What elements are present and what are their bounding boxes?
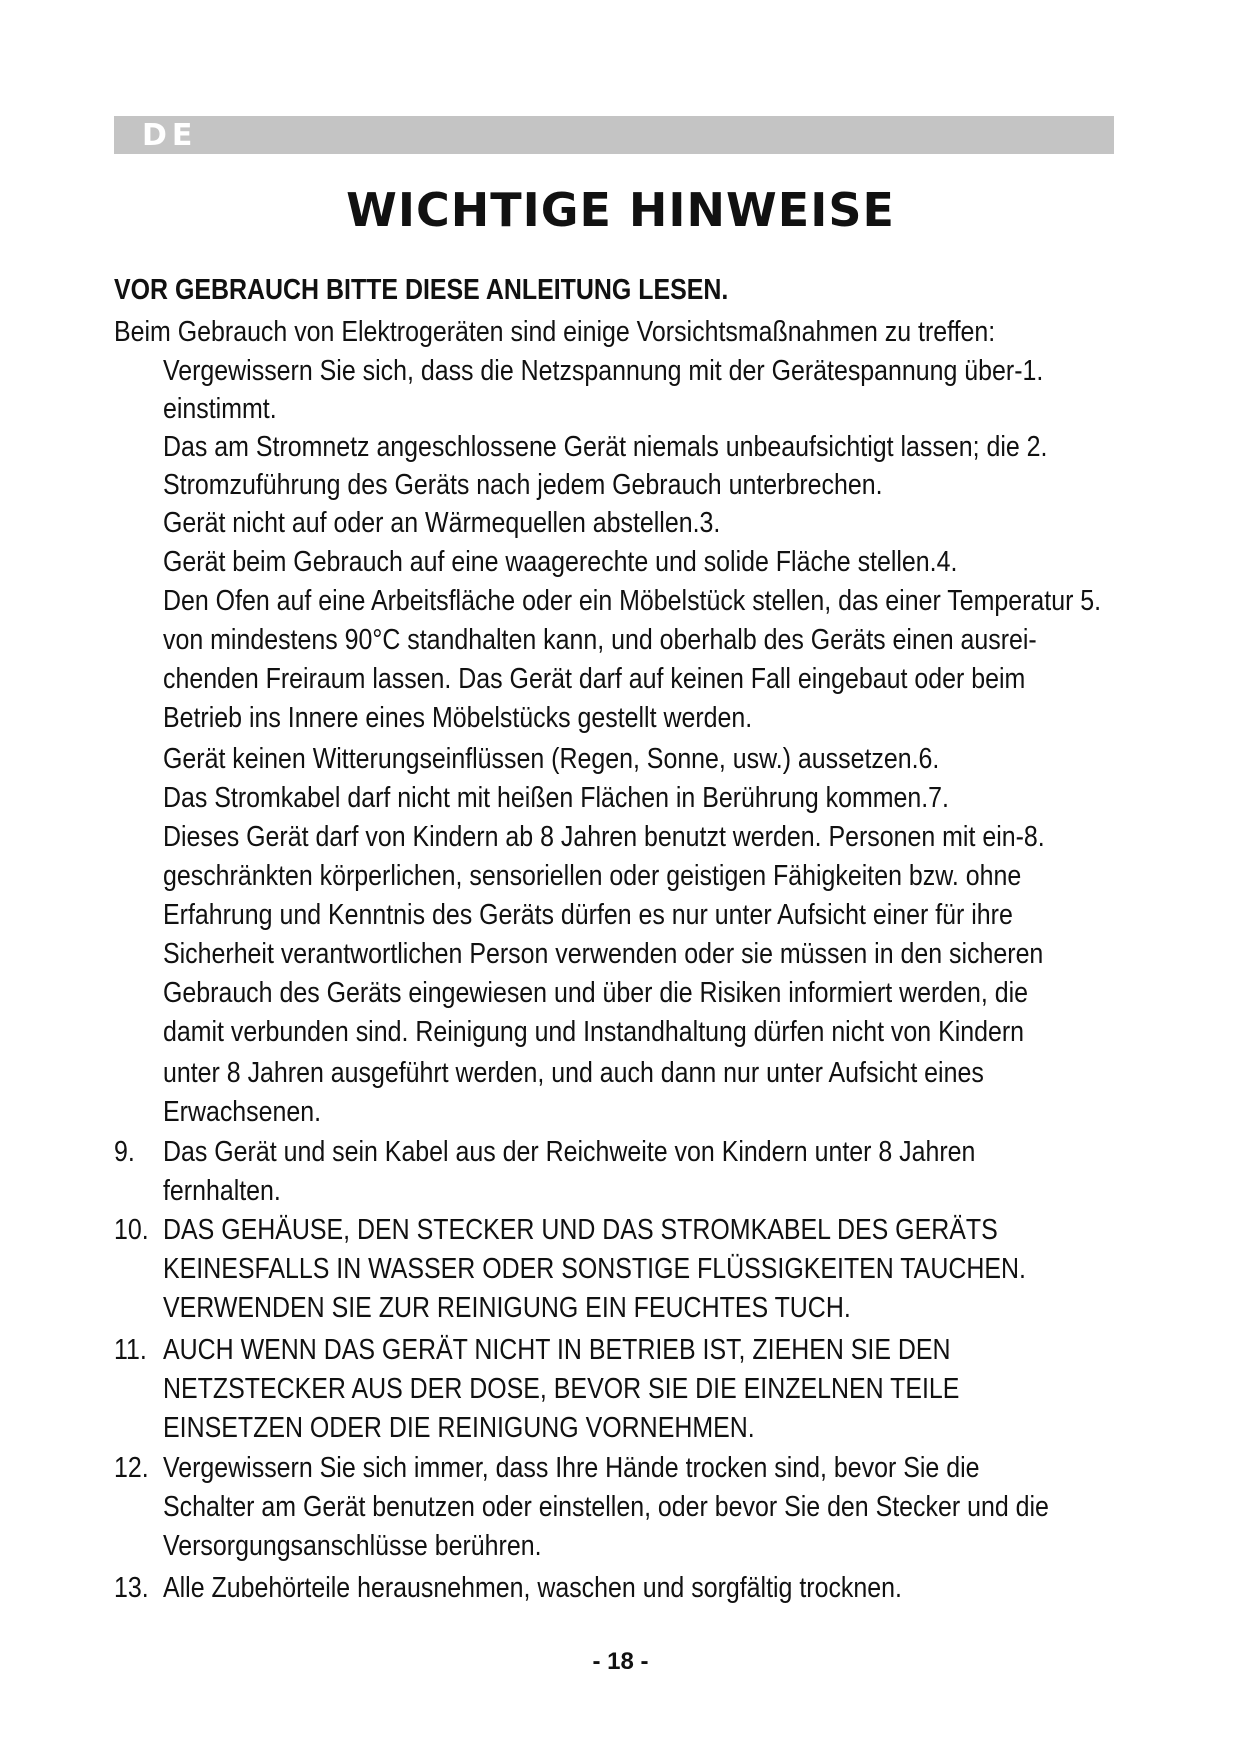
list-item: EINSETZEN ODER DIE REINIGUNG VORNEHMEN. (163, 1412, 755, 1444)
page-number: - 18 - (592, 1648, 649, 1675)
list-item: NETZSTECKER AUS DER DOSE, BEVOR SIE DIE EINZELNEN TEILE (163, 1373, 960, 1405)
list-item: Schalter am Gerät benutzen oder einstellen, oder bevor Sie den Stecker und die (163, 1491, 1049, 1523)
list-item: Dieses Gerät darf von Kindern ab 8 Jahren benutzt werden. Personen mit ein-8. (163, 821, 1045, 853)
subheading: VOR GEBRAUCH BITTE DIESE ANLEITUNG LESEN. (114, 274, 729, 306)
list-item: KEINESFALLS IN WASSER ODER SONSTIGE FLÜSSIGKEITEN TAUCHEN. (163, 1253, 1026, 1285)
list-item: geschränkten körperlichen, sensoriellen oder geistigen Fähigkeiten bzw. ohne (163, 860, 1022, 892)
list-item: Das am Stromnetz angeschlossene Gerät niemals unbeaufsichtigt lassen; die 2. (163, 431, 1048, 463)
list-item: von mindestens 90°C standhalten kann, und oberhalb des Geräts einen ausrei- (163, 624, 1037, 656)
list-item: VERWENDEN SIE ZUR REINIGUNG EIN FEUCHTES TUCH. (163, 1292, 851, 1324)
list-item: damit verbunden sind. Reinigung und Instandhaltung dürfen nicht von Kindern (163, 1016, 1025, 1048)
list-item: Vergewissern Sie sich, dass die Netzspannung mit der Gerätespannung über-1. (163, 355, 1044, 387)
item-number: 11. (114, 1334, 147, 1366)
list-item: Gerät nicht auf oder an Wärmequellen abstellen.3. (163, 507, 721, 539)
item-number: 12. (114, 1452, 149, 1484)
list-item: Alle Zubehörteile herausnehmen, waschen und sorgfältig trocknen. (163, 1572, 902, 1604)
item-number: 13. (114, 1572, 149, 1604)
list-item: Vergewissern Sie sich immer, dass Ihre Hände trocken sind, bevor Sie die (163, 1452, 980, 1484)
item-number: 9. (114, 1136, 135, 1168)
intro-text: Beim Gebrauch von Elektrogeräten sind einige Vorsichtsmaßnahmen zu treffen: (114, 316, 996, 348)
list-item: Das Gerät und sein Kabel aus der Reichweite von Kindern unter 8 Jahren (163, 1136, 976, 1168)
item-number: 10. (114, 1214, 149, 1246)
list-item: Gerät beim Gebrauch auf eine waagerechte und solide Fläche stellen.4. (163, 546, 958, 578)
list-item: Betrieb ins Innere eines Möbelstücks gestellt werden. (163, 702, 753, 734)
list-item: DAS GEHÄUSE, DEN STECKER UND DAS STROMKABEL DES GERÄTS (163, 1214, 998, 1246)
language-label: DE (142, 118, 198, 153)
list-item: Gerät keinen Witterungseinflüssen (Regen, Sonne, usw.) aussetzen.6. (163, 743, 940, 775)
list-item: einstimmt. (163, 393, 277, 425)
list-item: chenden Freiraum lassen. Das Gerät darf auf keinen Fall eingebaut oder beim (163, 663, 1026, 695)
list-item: Das Stromkabel darf nicht mit heißen Flächen in Berührung kommen.7. (163, 782, 949, 814)
list-item: Stromzuführung des Geräts nach jedem Gebrauch unterbrechen. (163, 469, 883, 501)
list-item: Den Ofen auf eine Arbeitsfläche oder ein Möbelstück stellen, das einer Temperatur 5. (163, 585, 1102, 617)
list-item: AUCH WENN DAS GERÄT NICHT IN BETRIEB IST, ZIEHEN SIE DEN (163, 1334, 951, 1366)
list-item: Versorgungsanschlüsse berühren. (163, 1530, 542, 1562)
list-item: unter 8 Jahren ausgeführt werden, und auch dann nur unter Aufsicht eines (163, 1057, 984, 1089)
language-bar (114, 116, 1114, 154)
page-title: WICHTIGE HINWEISE (346, 183, 895, 237)
list-item: Gebrauch des Geräts eingewiesen und über die Risiken informiert werden, die (163, 977, 1029, 1009)
list-item: Sicherheit verantwortlichen Person verwenden oder sie müssen in den sicheren (163, 938, 1044, 970)
list-item: fernhalten. (163, 1175, 281, 1207)
list-item: Erwachsenen. (163, 1096, 322, 1128)
list-item: Erfahrung und Kenntnis des Geräts dürfen es nur unter Aufsicht einer für ihre (163, 899, 1013, 931)
